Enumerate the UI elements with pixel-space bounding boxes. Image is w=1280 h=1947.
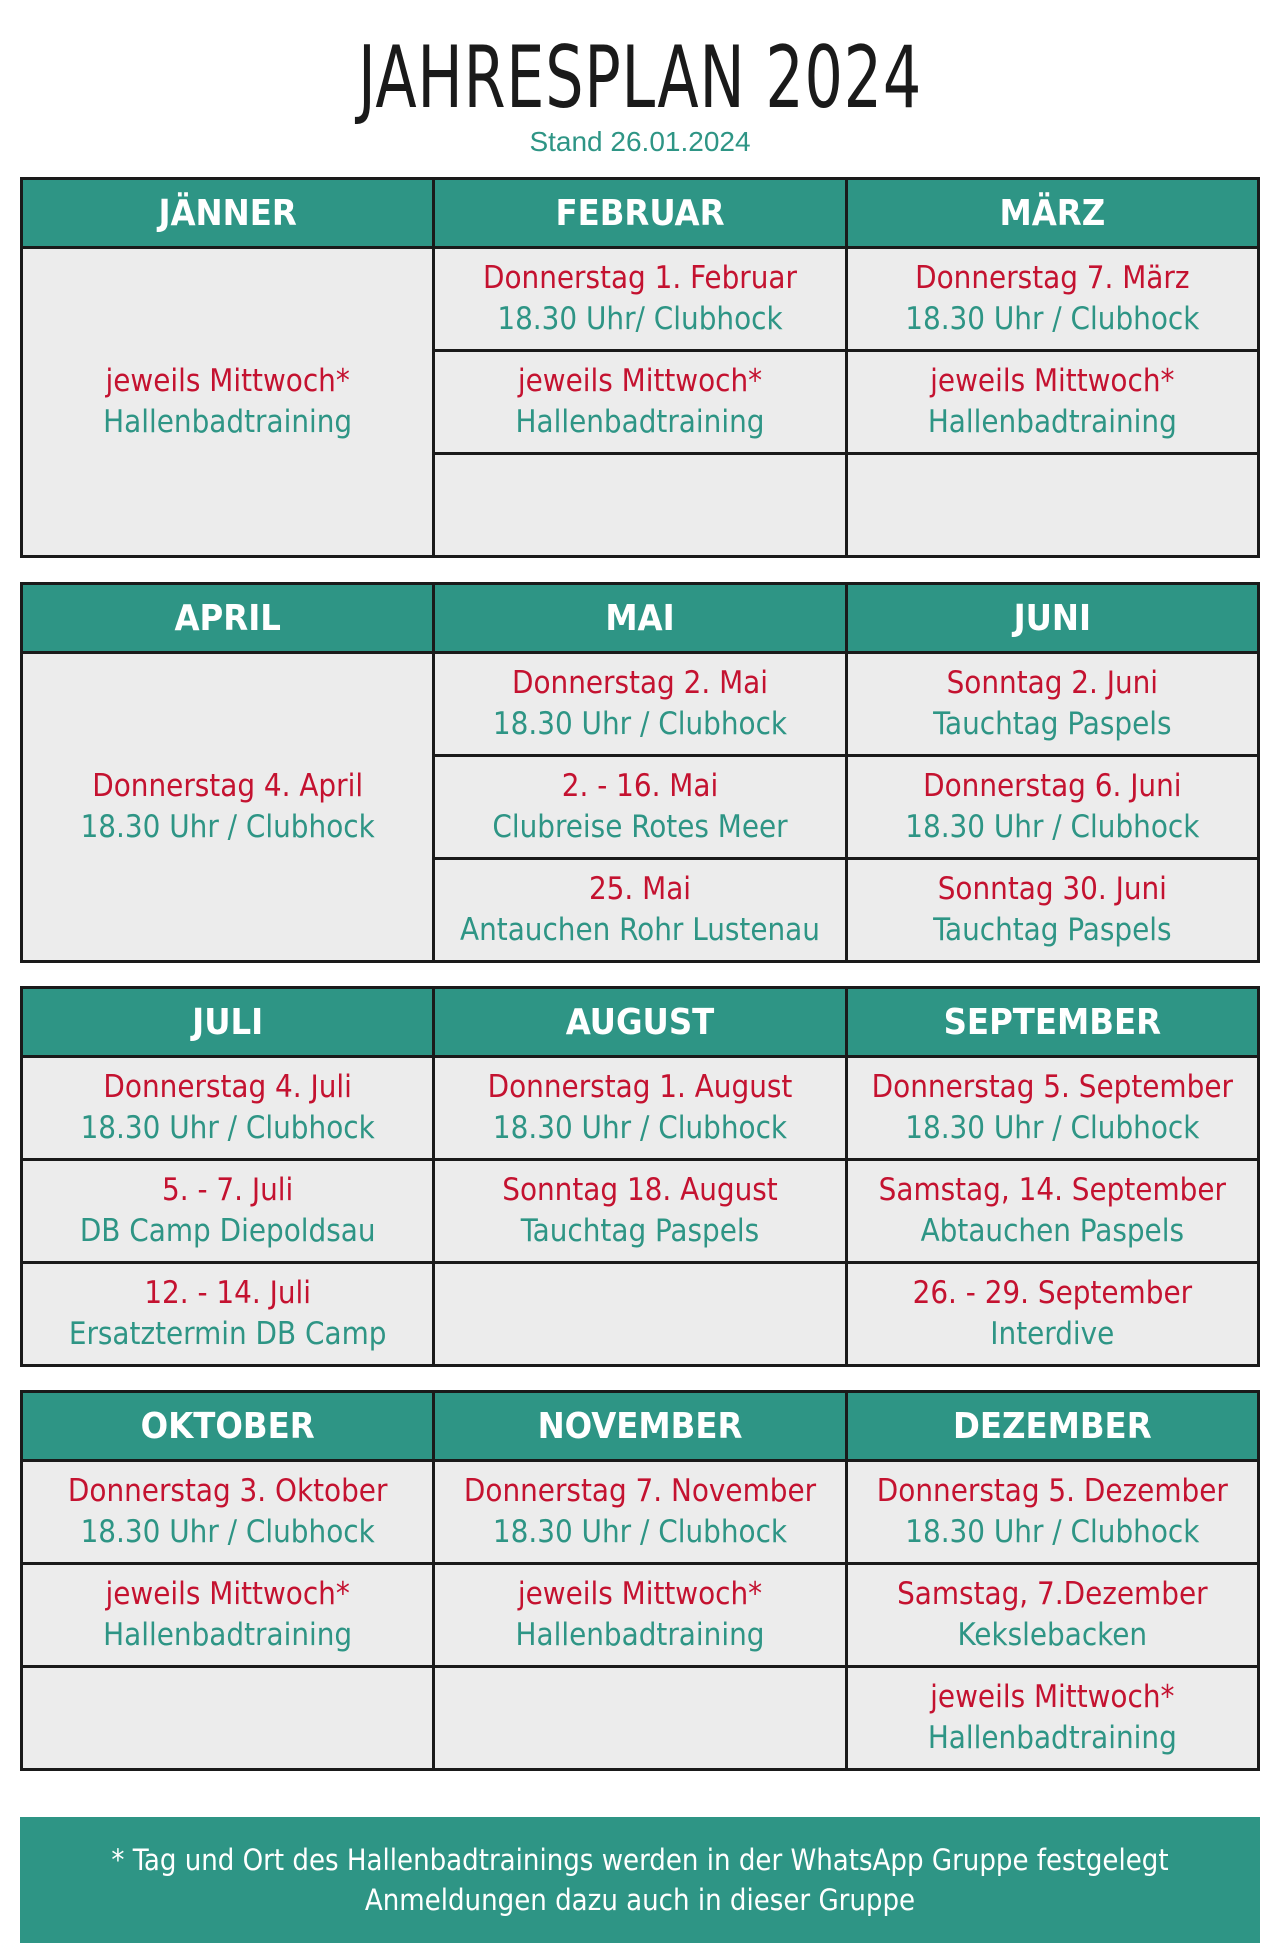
event-cell bbox=[848, 1462, 1257, 1562]
page-subtitle: Stand 26.01.2024 bbox=[529, 126, 751, 157]
footer-note bbox=[20, 1817, 1260, 1943]
month-header: SEPTEMBER bbox=[845, 989, 1257, 1055]
event-description: Tauchtag Paspels bbox=[520, 1213, 760, 1249]
event-cell bbox=[23, 1562, 432, 1665]
quarter-header-row bbox=[23, 1393, 1257, 1462]
event-cell bbox=[23, 1158, 432, 1261]
month-header: APRIL bbox=[174, 597, 281, 639]
month-column bbox=[845, 1462, 1257, 1768]
event-date: jeweils Mittwoch* bbox=[105, 363, 350, 399]
event-cell bbox=[435, 249, 844, 349]
month-header: AUGUST bbox=[432, 989, 844, 1055]
quarter-table bbox=[20, 1390, 1260, 1771]
event-date: jeweils Mittwoch* bbox=[930, 1679, 1175, 1715]
event-description: Abtauchen Paspels bbox=[920, 1213, 1185, 1249]
month-header: JÄNNER bbox=[158, 192, 297, 234]
event-cell bbox=[435, 1158, 844, 1261]
event-cell bbox=[435, 857, 844, 960]
event-cell bbox=[435, 1665, 844, 1768]
event-date: Donnerstag 3. Oktober bbox=[67, 1473, 388, 1509]
event-date: Donnerstag 1. August bbox=[487, 1069, 793, 1105]
month-column bbox=[23, 1462, 432, 1768]
event-description: Interdive bbox=[990, 1316, 1115, 1352]
event-date: 5. - 7. Juli bbox=[162, 1172, 294, 1208]
month-header: MÄRZ bbox=[845, 180, 1257, 246]
event-date: Donnerstag 1. Februar bbox=[482, 260, 797, 296]
event-cell bbox=[435, 1462, 844, 1562]
month-column bbox=[432, 654, 844, 960]
event-cell bbox=[435, 754, 844, 857]
event-cell bbox=[848, 249, 1257, 349]
event-cell bbox=[848, 654, 1257, 754]
month-column bbox=[845, 654, 1257, 960]
event-description: Ersatztermin DB Camp bbox=[68, 1316, 387, 1352]
event-date: Sonntag 30. Juni bbox=[937, 871, 1167, 907]
event-description: 18.30 Uhr / Clubhock bbox=[80, 1514, 375, 1550]
month-header: DEZEMBER bbox=[845, 1393, 1257, 1459]
month-column bbox=[23, 249, 432, 555]
month-column bbox=[432, 249, 844, 555]
month-column bbox=[23, 1058, 432, 1364]
event-date: 26. - 29. September bbox=[912, 1275, 1193, 1311]
event-cell bbox=[848, 349, 1257, 452]
event-cell bbox=[435, 1261, 844, 1364]
quarter-body bbox=[23, 249, 1257, 555]
event-description: Hallenbadtraining bbox=[103, 404, 353, 440]
event-description: 18.30 Uhr / Clubhock bbox=[905, 1514, 1200, 1550]
month-column bbox=[432, 1462, 844, 1768]
month-header: OKTOBER bbox=[140, 1405, 315, 1447]
event-description: 18.30 Uhr / Clubhock bbox=[492, 1110, 788, 1146]
event-description: 18.30 Uhr / Clubhock bbox=[80, 1110, 375, 1146]
event-description: Antauchen Rohr Lustenau bbox=[460, 912, 820, 948]
event-description: 18.30 Uhr / Clubhock bbox=[905, 1110, 1200, 1146]
month-header: NOVEMBER bbox=[432, 1393, 844, 1459]
event-date: Donnerstag 5. September bbox=[871, 1069, 1233, 1105]
event-date: Donnerstag 6. Juni bbox=[923, 768, 1182, 804]
quarter-header-row bbox=[23, 585, 1257, 654]
event-date: 12. - 14. Juli bbox=[144, 1275, 312, 1311]
event-cell bbox=[435, 1058, 844, 1158]
quarter-body bbox=[23, 654, 1257, 960]
event-cell bbox=[23, 1058, 432, 1158]
event-date: Donnerstag 4. April bbox=[92, 768, 364, 804]
event-date: jeweils Mittwoch* bbox=[105, 1576, 350, 1612]
event-cell bbox=[435, 654, 844, 754]
event-cell bbox=[848, 452, 1257, 555]
event-description: Clubreise Rotes Meer bbox=[492, 809, 788, 845]
event-cell bbox=[435, 1562, 844, 1665]
month-header: FEBRUAR bbox=[432, 180, 844, 246]
event-date: Donnerstag 7. November bbox=[463, 1473, 817, 1509]
month-header: MAI bbox=[432, 585, 844, 651]
event-description: 18.30 Uhr / Clubhock bbox=[905, 301, 1200, 337]
event-cell bbox=[848, 754, 1257, 857]
event-description: 18.30 Uhr / Clubhock bbox=[492, 1514, 788, 1550]
quarter-body bbox=[23, 1462, 1257, 1768]
event-cell bbox=[23, 654, 432, 960]
month-column bbox=[845, 249, 1257, 555]
event-description: 18.30 Uhr / Clubhock bbox=[80, 809, 375, 845]
event-cell bbox=[23, 1261, 432, 1364]
quarter-header-row bbox=[23, 180, 1257, 249]
event-cell bbox=[23, 1665, 432, 1768]
event-date: Donnerstag 5. Dezember bbox=[876, 1473, 1228, 1509]
month-header: JUNI bbox=[845, 585, 1257, 651]
event-cell bbox=[848, 1158, 1257, 1261]
event-cell bbox=[848, 1562, 1257, 1665]
month-header: JULI bbox=[192, 1001, 264, 1043]
footer-line-1: * Tag und Ort des Hallenbadtrainings werden in der WhatsApp Gruppe festgelegt bbox=[111, 1843, 1169, 1877]
quarter-table bbox=[20, 582, 1260, 963]
event-date: Sonntag 2. Juni bbox=[946, 665, 1159, 701]
event-description: DB Camp Diepoldsau bbox=[79, 1213, 376, 1249]
event-description: Tauchtag Paspels bbox=[933, 706, 1172, 742]
quarter-body bbox=[23, 1058, 1257, 1364]
event-description: 18.30 Uhr / Clubhock bbox=[905, 809, 1200, 845]
event-cell bbox=[435, 349, 844, 452]
event-date: Donnerstag 7. März bbox=[915, 260, 1190, 296]
month-column bbox=[23, 654, 432, 960]
event-date: Donnerstag 2. Mai bbox=[511, 665, 768, 701]
event-date: Sonntag 18. August bbox=[502, 1172, 778, 1208]
event-description: Hallenbadtraining bbox=[103, 1617, 353, 1653]
event-cell bbox=[23, 249, 432, 555]
event-cell bbox=[848, 857, 1257, 960]
quarter-table bbox=[20, 177, 1260, 558]
event-description: Hallenbadtraining bbox=[927, 404, 1177, 440]
event-date: jeweils Mittwoch* bbox=[517, 1576, 763, 1612]
event-cell bbox=[848, 1261, 1257, 1364]
event-description: Tauchtag Paspels bbox=[933, 912, 1172, 948]
event-date: 25. Mai bbox=[588, 871, 692, 907]
event-date: Samstag, 7.Dezember bbox=[897, 1576, 1208, 1612]
event-cell bbox=[435, 452, 844, 555]
quarter-table bbox=[20, 986, 1260, 1367]
event-date: jeweils Mittwoch* bbox=[517, 363, 763, 399]
event-description: 18.30 Uhr / Clubhock bbox=[492, 706, 788, 742]
event-description: 18.30 Uhr/ Clubhock bbox=[497, 301, 783, 337]
event-description: Hallenbadtraining bbox=[515, 404, 765, 440]
footer-line-2: Anmeldungen dazu auch in dieser Gruppe bbox=[364, 1883, 916, 1917]
event-cell bbox=[23, 1462, 432, 1562]
event-description: Kekslebacken bbox=[957, 1617, 1148, 1653]
event-description: Hallenbadtraining bbox=[515, 1617, 765, 1653]
event-date: Donnerstag 4. Juli bbox=[103, 1069, 352, 1105]
event-date: 2. - 16. Mai bbox=[561, 768, 719, 804]
month-column bbox=[432, 1058, 844, 1364]
event-date: Samstag, 14. September bbox=[878, 1172, 1226, 1208]
page-title: JAHRESPLAN 2024 bbox=[357, 28, 922, 128]
event-cell bbox=[848, 1058, 1257, 1158]
event-description: Hallenbadtraining bbox=[927, 1720, 1177, 1756]
event-cell bbox=[848, 1665, 1257, 1768]
quarter-header-row bbox=[23, 989, 1257, 1058]
event-date: jeweils Mittwoch* bbox=[930, 363, 1175, 399]
month-column bbox=[845, 1058, 1257, 1364]
